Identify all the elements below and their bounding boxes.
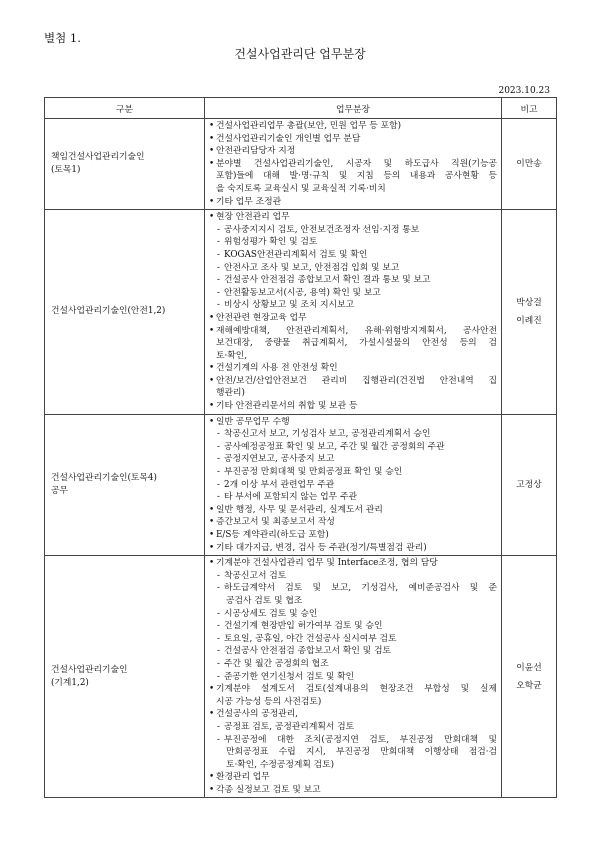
duty-text: 착공신고서 보고, 기성검사 보고, 공정관리계획서 승인 xyxy=(224,429,431,440)
bullet-dash-icon: - xyxy=(217,633,220,644)
duty-item xyxy=(209,529,497,542)
duty-text: 재해예방대책, 안전관리계획서, 유해·위험방지계획서, 공사안전 xyxy=(216,325,497,336)
duty-text: 착공신고서 검토 xyxy=(224,570,287,581)
duty-item xyxy=(209,734,497,747)
duty-item xyxy=(209,542,497,555)
duty-text: 공사중지지시 검토, 안전보건조정자 선임·지정 통보 xyxy=(224,224,420,235)
duty-text: 기계분야 설계도서 검토(설계내용의 현장조건 부합성 및 실제 xyxy=(216,684,497,695)
bullet-dash-icon: - xyxy=(217,608,220,619)
duty-item xyxy=(209,183,497,196)
duty-item xyxy=(209,683,497,696)
category-cell xyxy=(45,556,205,798)
bullet-dash-icon: - xyxy=(217,300,220,311)
bullet-dot-icon: • xyxy=(209,325,215,336)
duty-text: 토·확인, xyxy=(216,350,248,361)
duty-item xyxy=(209,236,497,249)
bullet-dot-icon: • xyxy=(209,146,215,157)
duty-item xyxy=(209,516,497,529)
page-title: 건설사업관리단 업무분장 xyxy=(234,47,366,61)
column-header-note: 비고 xyxy=(502,98,557,119)
duty-text: 건설공사의 공정관리, xyxy=(216,709,299,720)
bullet-dot-icon: • xyxy=(209,312,215,323)
bullet-dash-icon: - xyxy=(217,467,220,478)
bullet-dot-icon: • xyxy=(209,121,215,131)
duty-text: 건설사업관리기술인 개인별 업무 분담 xyxy=(216,133,361,144)
duty-item xyxy=(209,453,497,466)
duty-item xyxy=(209,312,497,325)
attachment-label: 별첨 1. xyxy=(44,31,81,45)
assignee-name: 오학균 xyxy=(516,680,542,691)
bullet-dot-icon: • xyxy=(209,709,215,720)
column-header-duties: 업무분장 xyxy=(205,98,502,119)
bullet-dot-icon: • xyxy=(209,158,215,169)
note-cell xyxy=(502,556,557,798)
duty-text: 증간보고서 및 최종보고서 작성 xyxy=(216,517,335,528)
duty-text: 포함)들에 대해 발·명·규칙 및 지침 등의 내용과 공사현황 등 xyxy=(216,171,497,182)
assignee-name: 박상걸 xyxy=(516,297,542,308)
duty-text: 일반 공무업무 수행 xyxy=(216,416,290,427)
duty-text: 환경관리 업무 xyxy=(216,772,270,783)
duty-item xyxy=(209,466,497,479)
duty-text: 비상시 상황보고 및 조치 지시보고 xyxy=(224,300,355,311)
duty-text: 부진공정 만회대책 및 만회공정표 확인 및 승인 xyxy=(224,467,403,478)
assignee-name: 이윤선 xyxy=(516,662,542,673)
bullet-dash-icon: - xyxy=(217,237,220,248)
duty-item xyxy=(209,759,497,772)
duty-item xyxy=(209,400,497,413)
duty-text: 공사예정공정표 확인 및 보고, 주간 및 월간 공정회의 주관 xyxy=(224,441,445,452)
duty-text: 토·확인, 수정공정계획 검토) xyxy=(226,759,335,770)
duty-item xyxy=(209,287,497,300)
bullet-dash-icon: - xyxy=(217,454,220,465)
duty-item xyxy=(209,387,497,400)
duties-cell xyxy=(205,556,502,798)
duty-text: 각종 실정보고 검토 및 보고 xyxy=(216,784,321,795)
duty-item xyxy=(209,337,497,350)
duty-item xyxy=(209,416,497,429)
bullet-dash-icon: - xyxy=(217,492,220,503)
duties-cell xyxy=(205,414,502,556)
duty-item xyxy=(209,196,497,209)
bullet-dash-icon: - xyxy=(217,721,220,732)
document-date: 2023.10.23 xyxy=(498,86,550,96)
duty-text: 건설사업관리업무 총괄(보안, 민원 업무 등 포함) xyxy=(216,121,402,131)
bullet-dash-icon: - xyxy=(217,429,220,440)
duty-text: 기타 대가지급, 변경, 검사 등 주관(정기/특별점검 관리) xyxy=(216,542,427,553)
duty-item xyxy=(209,771,497,784)
bullet-dash-icon: - xyxy=(217,646,220,657)
duty-item xyxy=(209,479,497,492)
table-row xyxy=(45,414,557,556)
duty-text: KOGAS안전관리계획서 검토 및 확인 xyxy=(224,249,368,260)
duty-item xyxy=(209,441,497,454)
duty-item xyxy=(209,362,497,375)
duty-item xyxy=(209,746,497,759)
duty-item xyxy=(209,170,497,183)
duties-cell xyxy=(205,119,502,210)
assignee-name: 이만송 xyxy=(516,159,542,170)
note-cell xyxy=(502,119,557,210)
category-label: 공무 xyxy=(51,485,68,496)
bullet-dash-icon: - xyxy=(217,249,220,260)
duty-item xyxy=(209,633,497,646)
duty-text: 기타 업무 조정관 xyxy=(216,196,282,207)
duty-text: 건설기계 현장반입 허가여부 검토 및 승인 xyxy=(224,621,383,632)
duty-item xyxy=(209,158,497,171)
duty-item xyxy=(209,325,497,338)
duty-item xyxy=(209,671,497,684)
bullet-dash-icon: - xyxy=(217,734,220,745)
bullet-dot-icon: • xyxy=(209,530,215,540)
duty-text: 시공상세도 검토 및 승인 xyxy=(224,608,318,619)
bullet-dot-icon: • xyxy=(209,212,215,223)
duty-item xyxy=(209,582,497,595)
duty-item xyxy=(209,224,497,237)
bullet-dot-icon: • xyxy=(209,504,215,515)
bullet-dash-icon: - xyxy=(217,671,220,682)
table-row xyxy=(45,119,557,210)
duty-item xyxy=(209,721,497,734)
duty-item xyxy=(209,491,497,504)
duty-item xyxy=(209,595,497,608)
duty-text: 분야별 건설사업관리기술인, 시공자 및 하도급사 직원(기능공 xyxy=(216,158,497,169)
duty-item xyxy=(209,645,497,658)
duty-text: 현장 안전관리 업무 xyxy=(216,212,290,223)
duty-text: 안전사고 조사 및 보고, 안전점검 입회 및 보고 xyxy=(224,262,400,273)
category-cell xyxy=(45,414,205,556)
duty-text: 건설기계의 사용 전 안전성 확인 xyxy=(216,363,338,374)
duty-item xyxy=(209,145,497,158)
duty-text: 공검사 검토 및 협조 xyxy=(226,595,303,606)
duty-item xyxy=(209,504,497,517)
duty-text: 건설공사 안전점검 종합보고서 확인 결과 통보 및 보고 xyxy=(224,275,431,286)
duty-item xyxy=(209,120,497,133)
duty-text: 일반 행정, 사무 및 문서관리, 실계도서 관리 xyxy=(216,504,383,515)
duty-item xyxy=(209,249,497,262)
category-label: (기계1,2) xyxy=(51,677,89,688)
duty-item xyxy=(209,375,497,388)
duty-text: 공정지연보고, 공사중지 보고 xyxy=(224,454,335,465)
category-label: 책임건설사업관리기술인 xyxy=(51,152,145,163)
duty-item xyxy=(209,350,497,363)
duty-item xyxy=(209,708,497,721)
duty-item xyxy=(209,608,497,621)
category-label: 건설사업관리기술인(안전1,2) xyxy=(51,306,166,317)
duty-text: 기타 안전관리문서의 취합 및 보관 등 xyxy=(216,401,358,412)
duty-text: 을 숙지토록 교육실시 및 교육실적 기록·비치 xyxy=(216,183,386,194)
column-header-category: 구분 xyxy=(45,98,205,119)
duty-item xyxy=(209,557,497,570)
bullet-dot-icon: • xyxy=(209,772,215,783)
category-cell xyxy=(45,210,205,415)
bullet-dash-icon: - xyxy=(217,275,220,286)
duty-item xyxy=(209,428,497,441)
bullet-dash-icon: - xyxy=(217,621,220,632)
duty-text: 공정표 검토, 공정관리계획서 검토 xyxy=(224,721,355,732)
category-label: 건설사업관리기술인(토목4) xyxy=(51,472,157,483)
duty-item xyxy=(209,262,497,275)
duty-text: 부진공정에 대한 조치(공정지연 검토, 부진공정 만회대책 및 xyxy=(224,734,497,745)
bullet-dot-icon: • xyxy=(209,196,215,207)
duty-item xyxy=(209,299,497,312)
duty-text: 시공 가능성 등의 사전검토) xyxy=(216,696,322,707)
table-row xyxy=(45,556,557,798)
duty-text: 2개 이상 부서 관련업무 주관 xyxy=(224,479,335,490)
bullet-dot-icon: • xyxy=(209,375,215,386)
bullet-dash-icon: - xyxy=(217,479,220,490)
table-header-row xyxy=(45,98,557,119)
duty-text: E/S등 계약관리(하도급 포함) xyxy=(216,530,329,540)
duty-item xyxy=(209,620,497,633)
bullet-dash-icon: - xyxy=(217,287,220,298)
duty-table xyxy=(44,97,557,798)
duty-item xyxy=(209,570,497,583)
bullet-dot-icon: • xyxy=(209,416,215,427)
duty-text: 안전활동보고서(시공, 용역) 확인 및 보고 xyxy=(224,287,381,298)
bullet-dot-icon: • xyxy=(209,517,215,528)
category-cell xyxy=(45,119,205,210)
bullet-dash-icon: - xyxy=(217,224,220,235)
assignee-name: 이례진 xyxy=(516,315,542,326)
table-row xyxy=(45,210,557,415)
bullet-dot-icon: • xyxy=(209,784,215,795)
duty-item xyxy=(209,211,497,224)
duty-text: 위험성평가 확인 및 검토 xyxy=(224,237,318,248)
category-label: (토목1) xyxy=(51,165,81,176)
duty-text: 보건대장, 중량물 취급계획서, 가설시설물의 안전성 등의 검 xyxy=(216,338,497,349)
assignee-name: 고정상 xyxy=(516,479,542,490)
duty-item xyxy=(209,696,497,709)
bullet-dash-icon: - xyxy=(217,658,220,669)
bullet-dot-icon: • xyxy=(209,542,215,553)
bullet-dash-icon: - xyxy=(217,570,220,581)
bullet-dot-icon: • xyxy=(209,558,215,569)
duties-cell xyxy=(205,210,502,415)
note-cell xyxy=(502,414,557,556)
bullet-dash-icon: - xyxy=(217,441,220,452)
duty-item xyxy=(209,784,497,797)
duty-text: 만회공정표 수립 지시, 부진공정 만회대책 이행상태 점검·검 xyxy=(226,747,497,758)
duty-text: 타 부서에 포함되지 않는 업무 주관 xyxy=(224,492,357,503)
bullet-dot-icon: • xyxy=(209,363,215,374)
bullet-dot-icon: • xyxy=(209,133,215,144)
note-cell xyxy=(502,210,557,415)
duty-text: 기계분야 건설사업관리 업무 및 Interface조정, 협의 담당 xyxy=(216,558,438,569)
duty-text: 토요일, 공휴일, 야간 건설공사 실시여부 검토 xyxy=(224,633,397,644)
duty-item xyxy=(209,133,497,146)
duty-text: 안전/보건/산업안전보건 관리비 집행관리(건진법 안전내역 집 xyxy=(216,375,497,386)
table-body xyxy=(45,119,557,798)
duty-text: 준공기한 연기신청서 검토 및 확인 xyxy=(224,671,355,682)
bullet-dot-icon: • xyxy=(209,684,215,695)
duty-text: 주간 및 월간 공정회의 협조 xyxy=(224,658,329,669)
duty-text: 건설공사 안전점검 종합보고서 확인 및 검토 xyxy=(224,646,391,657)
duty-item xyxy=(209,658,497,671)
duty-text: 안전관리담당자 지정 xyxy=(216,146,296,157)
duty-text: 하도급계약서 검토 및 보고, 기성검사, 예비준공검사 및 준 xyxy=(224,583,497,594)
duty-text: 안전관련 현장교육 업무 xyxy=(216,312,307,323)
bullet-dash-icon: - xyxy=(217,583,220,594)
bullet-dot-icon: • xyxy=(209,401,215,412)
category-label: 건설사업관리기술인 xyxy=(51,664,128,675)
bullet-dash-icon: - xyxy=(217,262,220,273)
duty-item xyxy=(209,274,497,287)
duty-text: 행관리) xyxy=(216,388,245,399)
